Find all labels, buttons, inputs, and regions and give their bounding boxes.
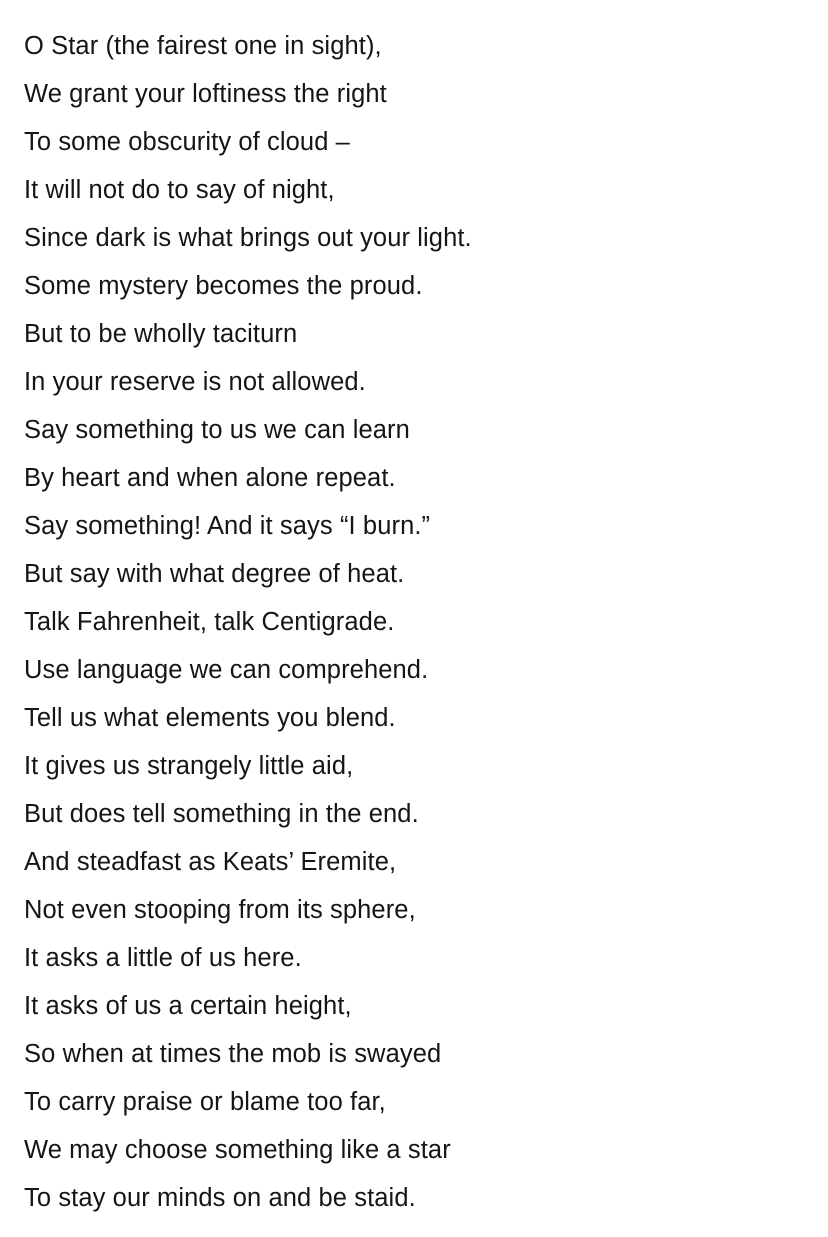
- poem-line: But does tell something in the end.: [24, 800, 419, 828]
- poem-line: Use language we can comprehend.: [24, 656, 429, 684]
- poem-line: Since dark is what brings out your light.: [24, 224, 472, 252]
- poem-line: And steadfast as Keats’ Eremite,: [24, 848, 397, 876]
- poem-line: Not even stooping from its sphere,: [24, 896, 416, 924]
- poem-line: But say with what degree of heat.: [24, 560, 405, 588]
- poem-line: So when at times the mob is swayed: [24, 1040, 442, 1068]
- poem-line: To some obscurity of cloud –: [24, 128, 350, 156]
- poem-line: By heart and when alone repeat.: [24, 464, 396, 492]
- poem-line: Talk Fahrenheit, talk Centigrade.: [24, 608, 395, 636]
- poem-line: It asks a little of us here.: [24, 944, 302, 972]
- poem-line: In your reserve is not allowed.: [24, 368, 366, 396]
- poem-line: It asks of us a certain height,: [24, 992, 352, 1020]
- poem-line: To carry praise or blame too far,: [24, 1088, 386, 1116]
- poem-line: Say something to us we can learn: [24, 416, 410, 444]
- poem-line: It will not do to say of night,: [24, 176, 335, 204]
- poem-line: It gives us strangely little aid,: [24, 752, 354, 780]
- poem-line: We may choose something like a star: [24, 1136, 451, 1164]
- poem-line: But to be wholly taciturn: [24, 320, 298, 348]
- poem-line: Say something! And it says “I burn.”: [24, 512, 431, 540]
- poem-line: To stay our minds on and be staid.: [24, 1184, 416, 1212]
- poem-line: O Star (the fairest one in sight),: [24, 32, 382, 60]
- poem-line: We grant your loftiness the right: [24, 80, 387, 108]
- poem-line: Tell us what elements you blend.: [24, 704, 396, 732]
- poem-line: Some mystery becomes the proud.: [24, 272, 423, 300]
